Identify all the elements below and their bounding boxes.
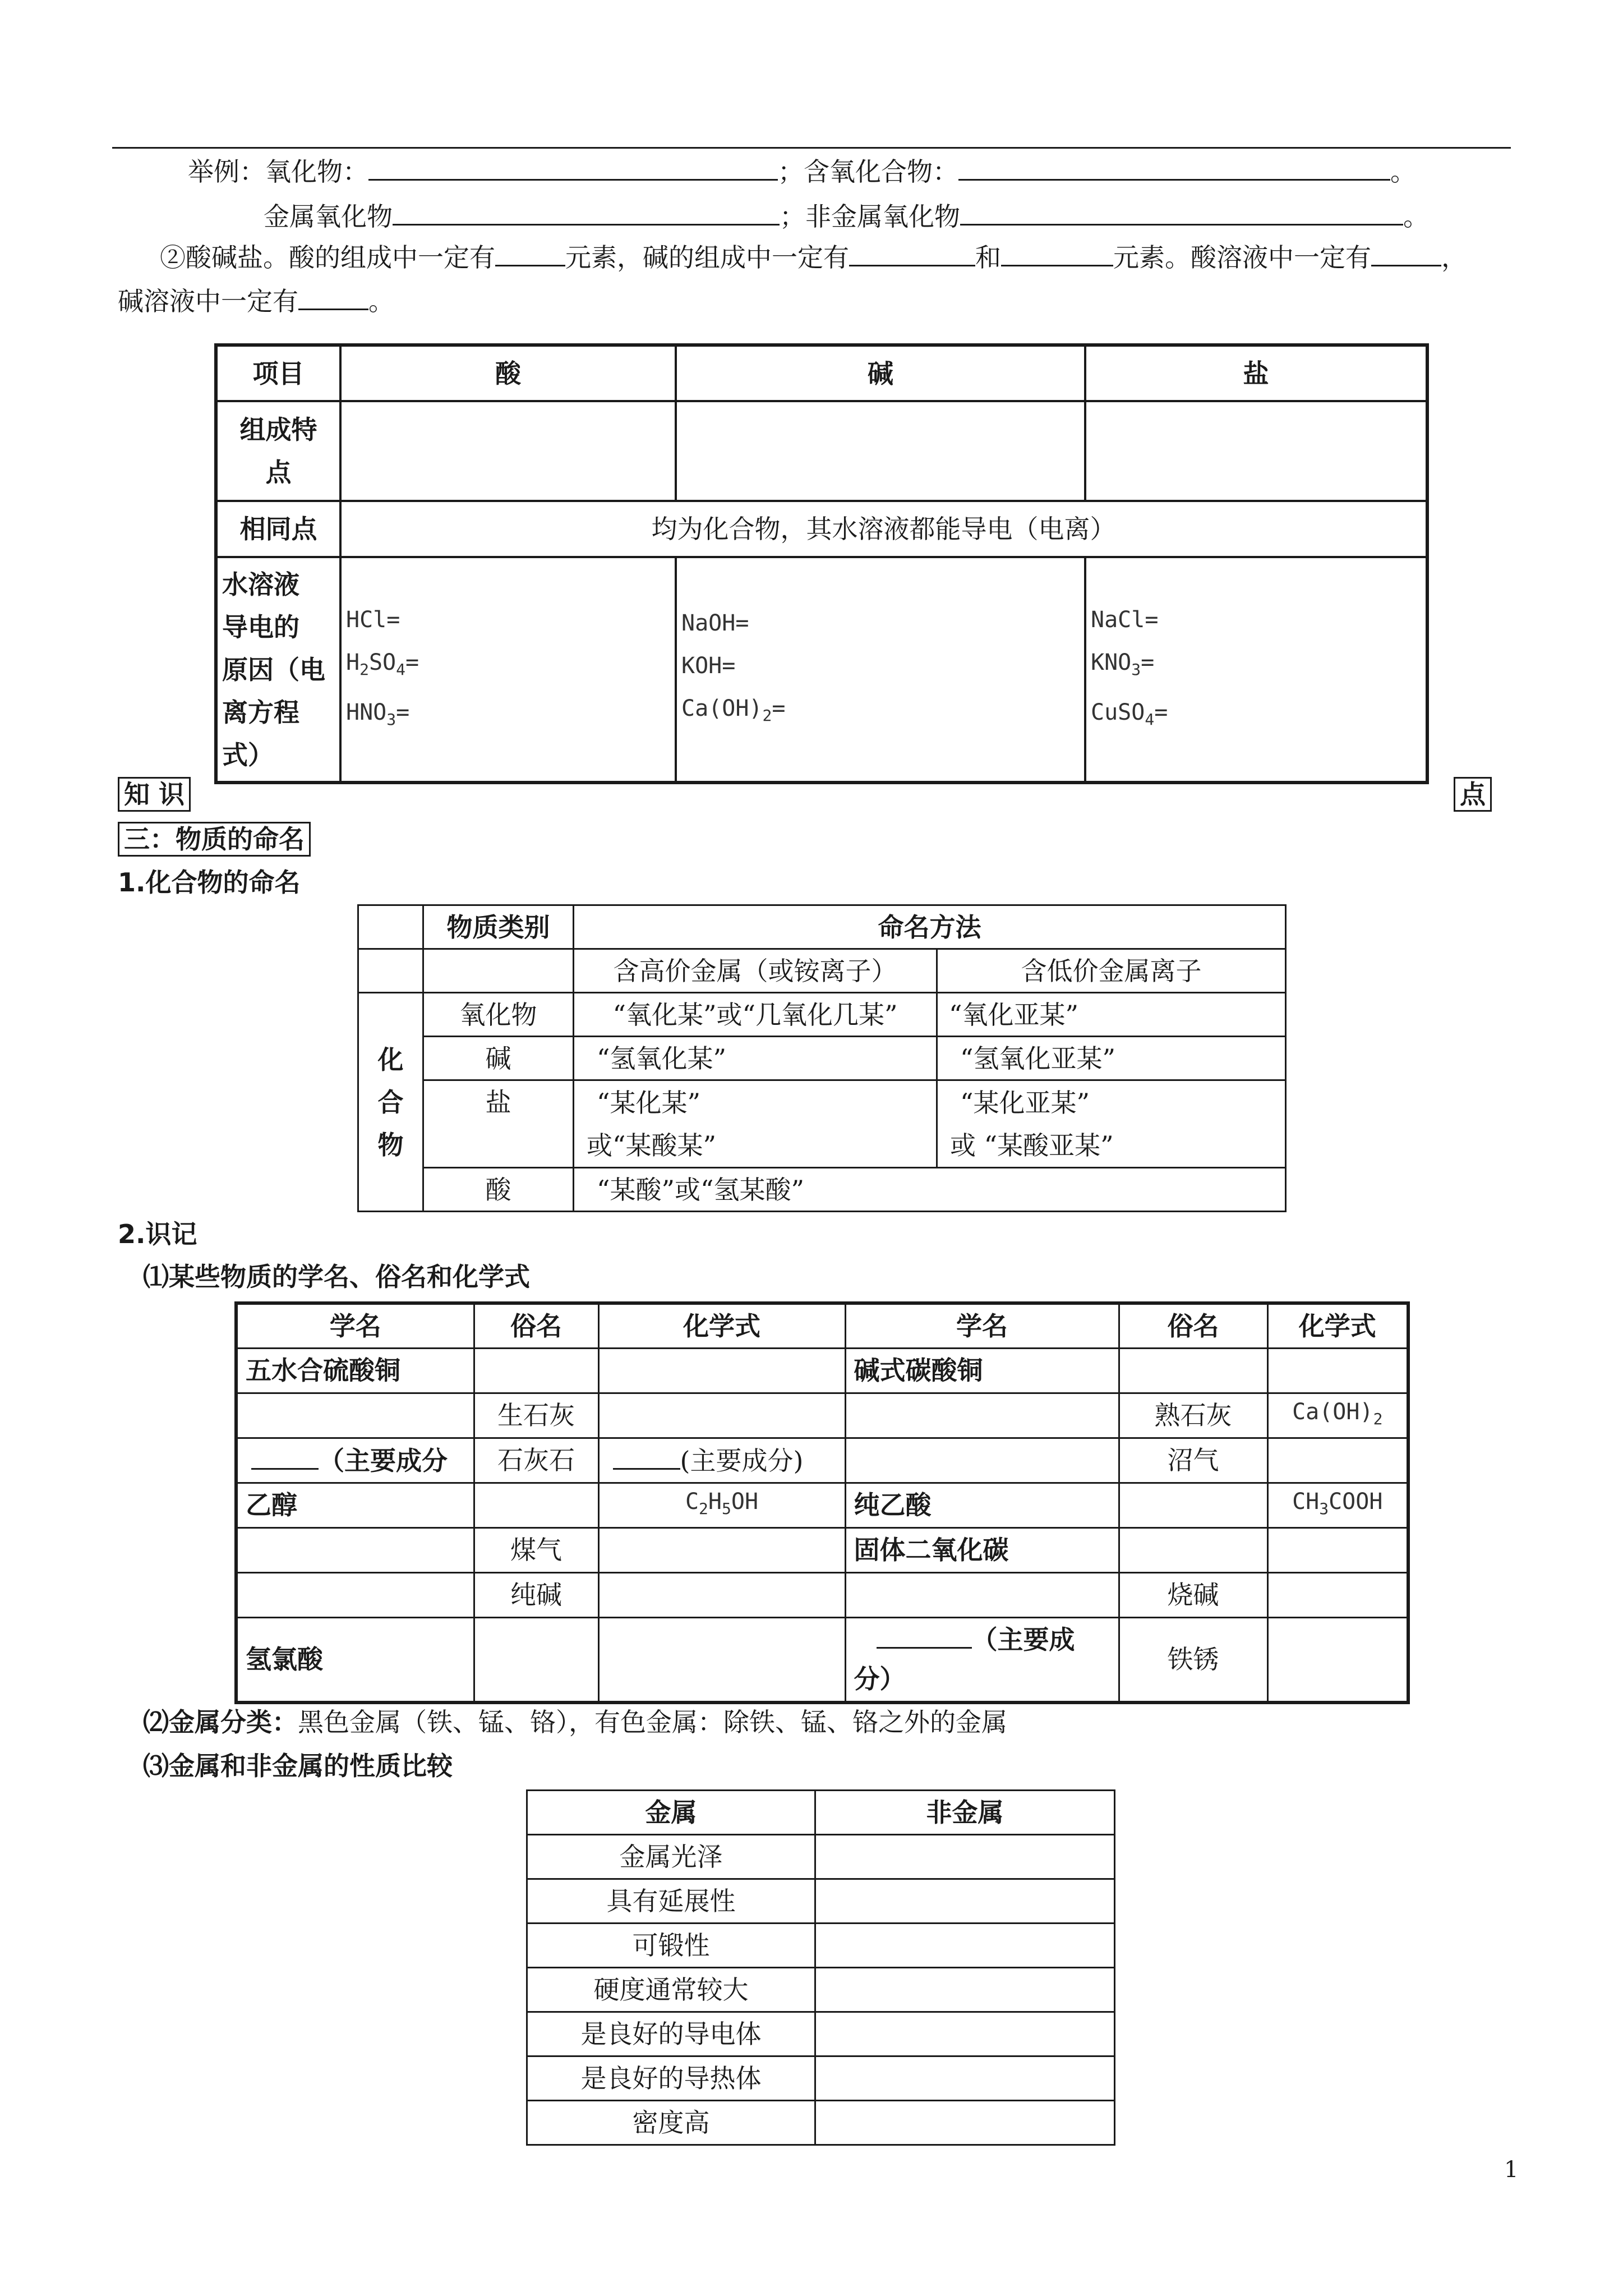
t3-cell[interactable] [598, 1572, 845, 1617]
t3-cell[interactable] [1267, 1348, 1408, 1393]
t3-cell: 熟石灰 [1119, 1393, 1267, 1438]
t3-cell[interactable] [1119, 1483, 1267, 1527]
t1-salt-equations[interactable]: NaCl= $KNO_3=$ CuSO$_4$= [1085, 557, 1427, 783]
t4-metal-property: 硬度通常较大 [527, 1968, 815, 2012]
t2-group-compound: 化 合 物 [358, 993, 423, 1212]
knowledge-box-right: 点 [1454, 777, 1492, 812]
t3-cell: 五水合硫酸铜 [236, 1348, 474, 1393]
t4-header-nonmetal: 非金属 [815, 1791, 1115, 1835]
t3-cell: 石灰石 [474, 1438, 598, 1483]
knowledge-box-left: 知 识 [118, 777, 191, 812]
blank-nonmetal-oxide[interactable] [960, 199, 1403, 226]
t1-header-base: 碱 [676, 345, 1085, 401]
t3-cell: （主要成 分） [845, 1617, 1119, 1703]
blank-oxide[interactable] [368, 154, 778, 181]
t2-header-high-valence: 含高价金属（或铵离子） [574, 949, 937, 993]
t2-base-high: “氢氧化某” [574, 1037, 937, 1080]
t3-cell[interactable] [1267, 1438, 1408, 1483]
t3-cell: （主要成分 [236, 1438, 474, 1483]
t1-header-item: 项目 [216, 345, 340, 401]
t2-salt-low: “某化亚某” 或 “某酸亚某” [937, 1080, 1286, 1168]
t1-row-ionization-label: 水溶液 导电的 原因（电 离方程 式） [216, 557, 340, 783]
t4-metal-property: 密度高 [527, 2101, 815, 2145]
t3-cell[interactable] [1267, 1527, 1408, 1572]
t1-composition-salt[interactable] [1085, 401, 1427, 501]
t3-cell: 纯乙酸 [845, 1483, 1119, 1527]
t3-cell[interactable] [845, 1438, 1119, 1483]
naming-table [357, 904, 1287, 1212]
t3-cell[interactable] [474, 1348, 598, 1393]
t1-header-salt: 盐 [1085, 345, 1427, 401]
blank-main-component-1[interactable] [251, 1443, 319, 1470]
t3-cell[interactable] [598, 1393, 845, 1438]
metal-nonmetal-table [526, 1789, 1115, 2146]
blank-main-component-2[interactable] [613, 1443, 680, 1470]
t2-oxide-high: “氧化某”或“几氧化几某” [574, 993, 937, 1037]
t3-cell[interactable] [236, 1527, 474, 1572]
blank-main-component-3[interactable] [877, 1622, 972, 1649]
t3-cell[interactable] [1119, 1348, 1267, 1393]
t2-cat-base: 碱 [423, 1037, 574, 1080]
t3-cell: 氢氯酸 [236, 1617, 474, 1703]
t1-row-common-label: 相同点 [216, 501, 340, 557]
t2-cat-salt: 盐 [423, 1080, 574, 1168]
t3-cell[interactable] [1267, 1617, 1408, 1703]
t3-cell[interactable] [236, 1572, 474, 1617]
examples-line-1: 举例：氧化物： ；含氧化合物： 。 [188, 154, 1416, 188]
substance-names-table [234, 1301, 1410, 1704]
t2-base-low: “氢氧化亚某” [937, 1037, 1286, 1080]
t3-cell[interactable] [598, 1527, 845, 1572]
t1-header-acid: 酸 [340, 345, 676, 401]
t4-metal-property: 可锻性 [527, 1924, 815, 1968]
section-3-title: 三：物质的命名 [118, 822, 311, 857]
t2-salt-high: “某化某” 或“某酸某” [574, 1080, 937, 1168]
t3-cell: 沼气 [1119, 1438, 1267, 1483]
t3-cell[interactable] [598, 1617, 845, 1703]
t3-cell[interactable] [845, 1393, 1119, 1438]
t4-nonmetal-blank[interactable] [815, 1968, 1115, 2012]
t1-composition-base[interactable] [676, 401, 1085, 501]
blank-base-element-2[interactable] [1001, 240, 1113, 266]
top-rule [112, 147, 1511, 149]
blank-base-element-1[interactable] [849, 240, 975, 266]
t3-cell: 煤气 [474, 1527, 598, 1572]
t2-header-category: 物质类别 [423, 905, 574, 949]
blank-acid-solution[interactable] [1371, 240, 1441, 266]
t2-cat-oxide: 氧化物 [423, 993, 574, 1037]
t3-cell: 碱式碳酸铜 [845, 1348, 1119, 1393]
t1-base-equations[interactable]: NaOH= KOH= $Ca(OH)_2=$ [676, 557, 1085, 783]
t4-metal-property: 是良好的导电体 [527, 2012, 815, 2056]
t3-cell: $C_2H_5OH$ [598, 1483, 845, 1527]
t1-acid-equations[interactable]: HCl= $H_2SO_4=$ $HNO_3=$ [340, 557, 676, 783]
blank-acid-element[interactable] [495, 240, 565, 266]
t2-cat-acid: 酸 [423, 1168, 574, 1212]
t1-common-text: 均为化合物，其水溶液都能导电（电离） [340, 501, 1427, 557]
t3-cell: (主要成分) [598, 1438, 845, 1483]
page-number: 1 [1504, 2157, 1519, 2183]
blank-base-solution[interactable] [298, 284, 368, 310]
t1-row-composition-label: 组成特 点 [216, 401, 340, 501]
acid-base-intro-line-1: ②酸碱盐。酸的组成中一定有 元素，碱的组成中一定有 和 元素。酸溶液中一定有 ， [160, 240, 1467, 274]
acid-base-intro-line-2: 碱溶液中一定有 。 [118, 284, 394, 318]
t2-acid-method: “某酸”或“氢某酸” [574, 1168, 1286, 1212]
t3-cell: $Ca(OH)_2$ [1267, 1393, 1408, 1438]
t3-cell[interactable] [474, 1617, 598, 1703]
t2-header-low-valence: 含低价金属离子 [937, 949, 1286, 993]
t3-cell[interactable] [598, 1348, 845, 1393]
t3-header-formula-1: 化学式 [598, 1303, 845, 1348]
blank-metal-oxide[interactable] [393, 199, 780, 226]
t4-nonmetal-blank[interactable] [815, 2056, 1115, 2101]
t3-header-formula-2: 化学式 [1267, 1303, 1408, 1348]
examples-line-2: 金属氧化物 ；非金属氧化物 。 [264, 199, 1429, 233]
t3-cell[interactable] [1119, 1527, 1267, 1572]
subsection-2-3-title: ⑶金属和非金属的性质比较 [143, 1751, 453, 1781]
metal-classification-line: ⑵金属分类：黑色金属（铁、锰、铬），有色金属：除铁、锰、铬之外的金属 [143, 1707, 1007, 1737]
t3-cell: 固体二氧化碳 [845, 1527, 1119, 1572]
t4-nonmetal-blank[interactable] [815, 1835, 1115, 1879]
t3-cell: 生石灰 [474, 1393, 598, 1438]
t3-header-common-2: 俗名 [1119, 1303, 1267, 1348]
subsection-2-1-title: ⑴某些物质的学名、俗名和化学式 [143, 1262, 530, 1292]
t3-cell: 纯碱 [474, 1572, 598, 1617]
t4-metal-property: 金属光泽 [527, 1835, 815, 1879]
subsection-1-title: 1.化合物的命名 [118, 867, 301, 898]
t3-header-common-1: 俗名 [474, 1303, 598, 1348]
t3-header-name-1: 学名 [236, 1303, 474, 1348]
subsection-2-title: 2.识记 [118, 1219, 197, 1249]
t4-header-metal: 金属 [527, 1791, 815, 1835]
t3-cell: $CH_3COOH$ [1267, 1483, 1408, 1527]
t4-nonmetal-blank[interactable] [815, 2101, 1115, 2145]
t3-cell[interactable] [474, 1483, 598, 1527]
t3-cell[interactable] [236, 1393, 474, 1438]
blank-oxygen-compound[interactable] [958, 154, 1390, 181]
t3-cell: 乙醇 [236, 1483, 474, 1527]
t4-metal-property: 是良好的导热体 [527, 2056, 815, 2101]
t3-cell: 烧碱 [1119, 1572, 1267, 1617]
t2-header-method: 命名方法 [574, 905, 1286, 949]
t3-cell[interactable] [845, 1572, 1119, 1617]
acid-base-salt-table [214, 343, 1429, 784]
t4-nonmetal-blank[interactable] [815, 1924, 1115, 1968]
t4-nonmetal-blank[interactable] [815, 2012, 1115, 2056]
t1-composition-acid[interactable] [340, 401, 676, 501]
t2-oxide-low: “氧化亚某” [937, 993, 1286, 1037]
t3-cell: 铁锈 [1119, 1617, 1267, 1703]
t3-cell[interactable] [1267, 1572, 1408, 1617]
t3-header-name-2: 学名 [845, 1303, 1119, 1348]
t4-nonmetal-blank[interactable] [815, 1879, 1115, 1924]
t4-metal-property: 具有延展性 [527, 1879, 815, 1924]
